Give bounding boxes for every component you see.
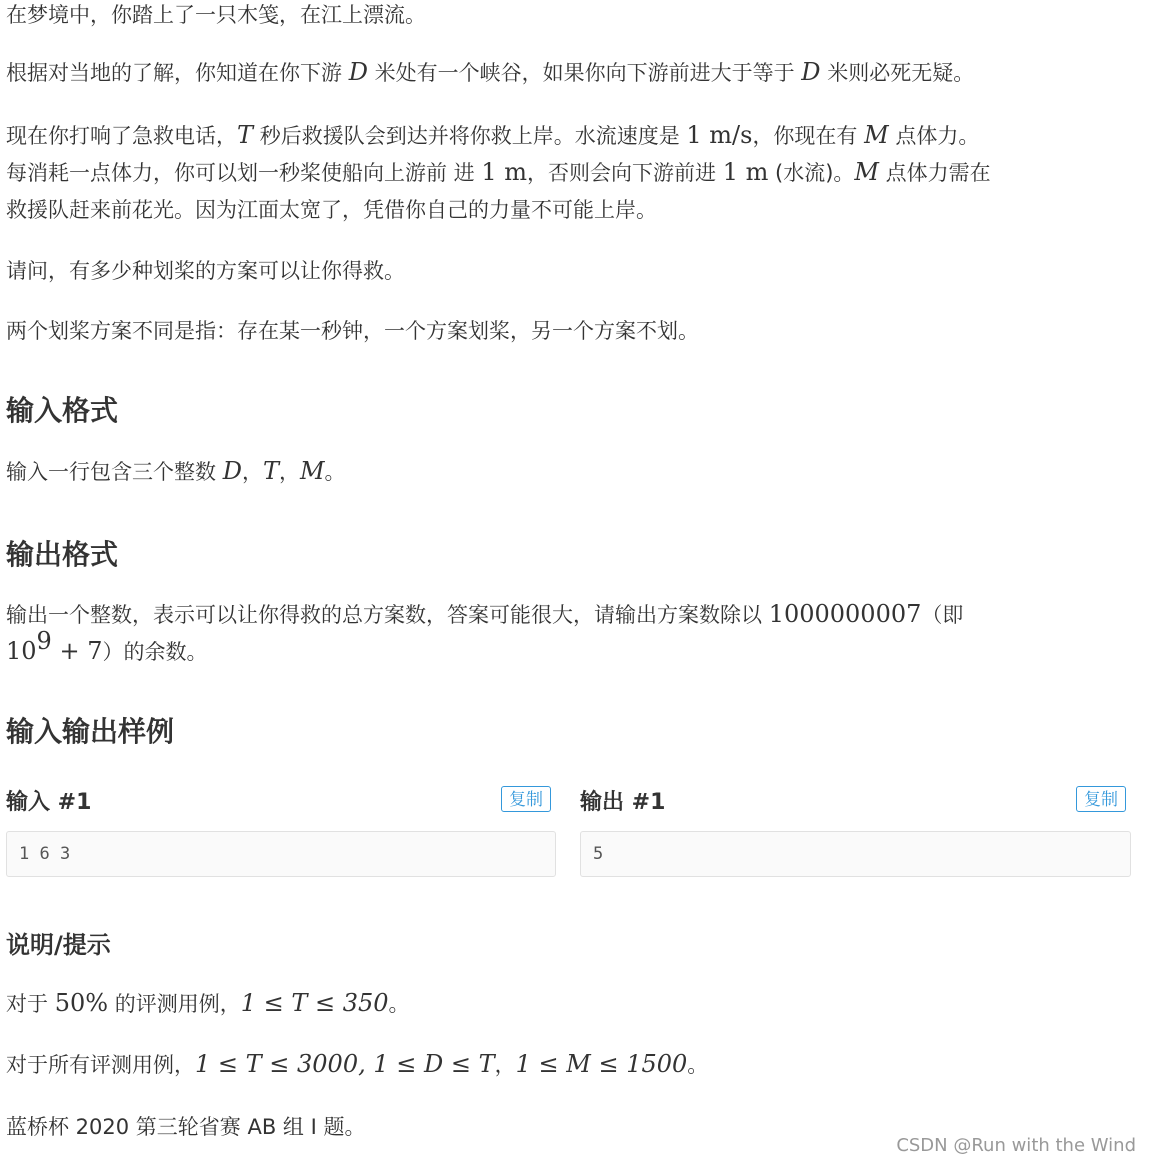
input-format-text — [6, 452, 346, 491]
text: 米处有一个峡谷，如果你向下游前进大于等于 — [367, 61, 802, 85]
math-expr: 1 m — [481, 158, 528, 186]
text: 点体力。 — [888, 124, 980, 148]
intro-paragraph-5: 两个划桨方案不同是指：存在某一秒钟，一个方案划桨，另一个方案不划。 — [6, 319, 699, 343]
text: （即 — [921, 603, 964, 627]
math-expr: 1 m/s — [686, 121, 753, 149]
copy-input-button[interactable]: 复制 — [501, 786, 551, 812]
math-var: T — [262, 457, 279, 485]
sample-output-title: 输出 #1 — [580, 790, 666, 815]
math-var: D — [801, 58, 821, 86]
input-format-heading: 输入格式 — [6, 394, 119, 427]
text: (水流)。 — [768, 161, 855, 185]
text: 点体力需在 — [879, 161, 991, 185]
text: 对于 — [6, 992, 55, 1016]
text: 。 — [388, 992, 410, 1016]
output-format-line-1 — [6, 595, 963, 634]
intro-paragraph-3-line-1 — [6, 116, 979, 155]
intro-paragraph-3-line-2 — [6, 153, 991, 192]
output-format-line-2 — [6, 627, 208, 671]
sample-input-title: 输入 #1 — [6, 790, 92, 815]
text: 对于所有评测用例， — [6, 1053, 195, 1077]
text: 每消耗一点体力，你可以划一秒桨使船向上游前 进 — [6, 161, 482, 185]
text: ， — [278, 460, 300, 484]
math-var: M — [299, 457, 325, 485]
text: 现在你打响了急救电话， — [6, 124, 237, 148]
sample-input-box[interactable]: 1 6 3 — [6, 831, 556, 877]
math-expr: + 7 — [51, 637, 103, 665]
intro-paragraph-2 — [6, 53, 974, 92]
samples-heading: 输入输出样例 — [6, 715, 175, 748]
text: 。 — [324, 460, 346, 484]
math-exponent: 9 — [36, 627, 52, 655]
watermark: CSDN @Run with the Wind — [896, 1135, 1136, 1156]
text: ， — [494, 1053, 516, 1077]
output-format-heading: 输出格式 — [6, 538, 119, 571]
hint-heading: 说明/提示 — [6, 931, 111, 959]
text: 的评测用例， — [108, 992, 241, 1016]
intro-paragraph-4: 请问，有多少种划桨的方案可以让你得救。 — [6, 259, 405, 283]
text: 根据对当地的了解，你知道在你下游 — [6, 61, 349, 85]
copy-output-button[interactable]: 复制 — [1076, 786, 1126, 812]
sample-output-box[interactable]: 5 — [580, 831, 1131, 877]
math-expr: 1 m — [722, 158, 769, 186]
text: ， — [241, 460, 263, 484]
text: ，否则会向下游前进 — [527, 161, 723, 185]
text: 输出一个整数，表示可以让你得救的总方案数，答案可能很大，请输出方案数除以 — [6, 603, 769, 627]
math-expr: 1 ≤ T ≤ 3000, 1 ≤ D ≤ T — [195, 1050, 495, 1078]
text: 。 — [687, 1053, 709, 1077]
intro-paragraph-3-line-3: 救援队赶来前花光。因为江面太宽了，凭借你自己的力量不可能上岸。 — [6, 198, 657, 222]
intro-paragraph-1: 在梦境中，你踏上了一只木笺，在江上漂流。 — [6, 3, 426, 27]
text: ，你现在有 — [752, 124, 865, 148]
math-number: 1000000007 — [768, 600, 922, 628]
math-var: D — [348, 58, 368, 86]
hint-line-2 — [6, 1045, 708, 1084]
math-var: D — [222, 457, 242, 485]
math-expr: 50% — [54, 989, 109, 1017]
math-var: M — [864, 121, 889, 149]
math-number: 10 — [6, 637, 37, 665]
math-expr: 1 ≤ T ≤ 350 — [240, 989, 389, 1017]
text: 米则必死无疑。 — [820, 61, 975, 85]
hint-line-3: 蓝桥杯 2020 第三轮省赛 AB 组 I 题。 — [6, 1115, 366, 1139]
text: 秒后救援队会到达并将你救上岸。水流速度是 — [253, 124, 687, 148]
math-var: M — [854, 158, 879, 186]
text: ）的余数。 — [102, 640, 208, 664]
math-expr: 1 ≤ M ≤ 1500 — [515, 1050, 688, 1078]
hint-line-1 — [6, 984, 410, 1023]
text: 输入一行包含三个整数 — [6, 460, 223, 484]
math-var: T — [237, 121, 254, 149]
